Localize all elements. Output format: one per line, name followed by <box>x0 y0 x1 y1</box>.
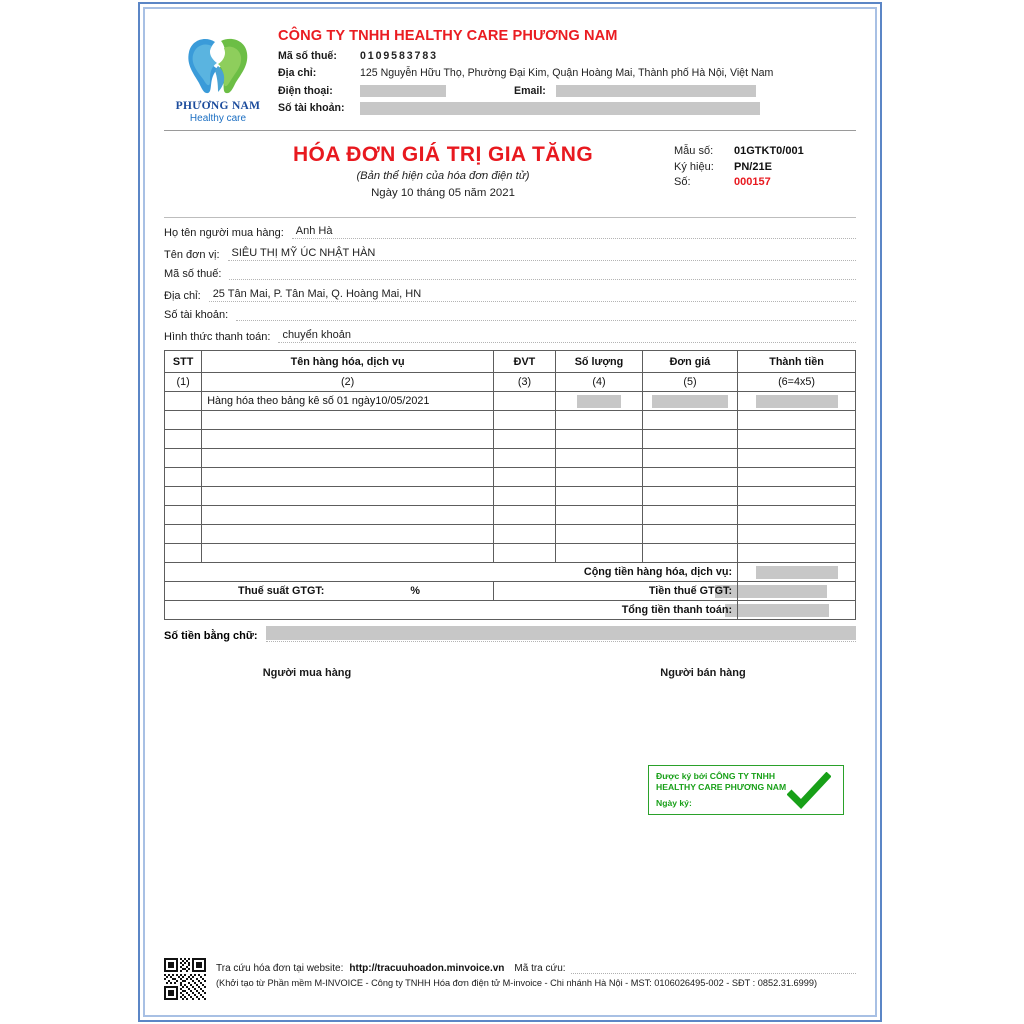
cell-price <box>642 487 737 506</box>
cell-price <box>642 544 737 563</box>
tn-qty: (4) <box>556 373 643 392</box>
cell-name <box>202 525 494 544</box>
footer-lookup-label: Tra cứu hóa đơn tại website: <box>216 963 344 974</box>
cell-amount <box>738 411 856 430</box>
buyer-name-value: Anh Hà <box>295 225 333 237</box>
cell-dvt <box>493 430 555 449</box>
cell-price <box>642 411 737 430</box>
item-amount-redacted <box>756 395 838 408</box>
date-prefix: Ngày <box>371 187 398 199</box>
items-table-body <box>165 392 856 620</box>
date-month-prefix: tháng <box>416 187 446 199</box>
cell-dvt <box>493 449 555 468</box>
buyer-row-tax <box>164 268 856 280</box>
cell-qty <box>556 430 643 449</box>
th-stt: STT <box>165 351 202 373</box>
buyer-row-payment <box>164 329 856 343</box>
amount-in-words-label: Số tiền bằng chữ: <box>164 630 258 642</box>
total-value <box>738 601 856 620</box>
total-row <box>165 601 856 620</box>
footer-note: (Khởi tạo từ Phần mềm M-INVOICE - Công ty TNHH Hóa đơn điện tử M-invoice - Chi nhánh Hà Nội - MST: 0106026495-002 - SĐT : 0852.31.6999) <box>216 978 818 988</box>
invoice-footer <box>164 958 856 1000</box>
footer-code-label: Mã tra cứu: <box>514 963 566 974</box>
invoice-serial-row <box>674 161 856 173</box>
item-name: Hàng hóa theo bảng kê số 01 ngày10/05/2021 <box>202 392 494 411</box>
invoice-title-area <box>164 131 856 203</box>
cell-dvt <box>493 468 555 487</box>
buyer-company-value: SIÊU THỊ MỸ ÚC NHẬT HÀN <box>231 246 376 259</box>
digital-signature-stamp <box>648 765 844 815</box>
total-redacted <box>725 604 829 617</box>
th-amount: Thành tiền <box>738 351 856 373</box>
buyer-row-address <box>164 288 856 302</box>
invoice-meta <box>674 143 856 199</box>
cell-qty <box>556 487 643 506</box>
invoice-form-row <box>674 145 856 157</box>
cell-stt <box>165 544 202 563</box>
logo-company-name: PHƯƠNG NAM <box>175 100 261 112</box>
invoice-title-block <box>164 143 674 199</box>
buyer-company-field[interactable] <box>228 247 856 261</box>
company-phone-row <box>278 84 856 97</box>
cell-amount <box>738 544 856 563</box>
table-row[interactable] <box>165 544 856 563</box>
buyer-company-label: Tên đơn vị: <box>164 248 220 261</box>
cell-amount <box>738 487 856 506</box>
subtotal-label: Cộng tiền hàng hóa, dịch vụ: <box>165 563 738 582</box>
th-qty: Số lượng <box>556 351 643 373</box>
item-amount <box>738 392 856 411</box>
taxrate-row <box>165 582 856 601</box>
cell-price <box>642 430 737 449</box>
tn-stt: (1) <box>165 373 202 392</box>
amount-in-words <box>164 626 856 642</box>
company-address-label: Địa chỉ: <box>278 67 317 79</box>
item-dvt <box>493 392 555 411</box>
cell-stt <box>165 430 202 449</box>
company-logo <box>164 22 272 124</box>
cell-qty <box>556 525 643 544</box>
company-tax-row <box>278 49 856 62</box>
company-bank-redacted <box>360 102 760 115</box>
company-email-label: Email: <box>514 84 546 97</box>
items-table <box>164 350 856 620</box>
cell-name <box>202 411 494 430</box>
cell-qty <box>556 411 643 430</box>
item-price <box>642 392 737 411</box>
table-row[interactable] <box>165 525 856 544</box>
buyer-row-company <box>164 247 856 261</box>
stamp-line-1: Được ký bởi CÔNG TY TNHH <box>656 771 776 781</box>
company-name: CÔNG TY TNHH HEALTHY CARE PHƯƠNG NAM <box>278 28 618 44</box>
buyer-payment-value: chuyển khoản <box>282 328 351 341</box>
table-row[interactable] <box>165 468 856 487</box>
date-year-prefix: năm <box>464 187 487 199</box>
signature-seller-label: Người bán hàng <box>660 667 746 679</box>
tax-value <box>738 582 856 601</box>
invoice-number-label: Số: <box>674 176 691 188</box>
cell-name <box>202 487 494 506</box>
cell-name <box>202 506 494 525</box>
item-qty <box>556 392 643 411</box>
th-price: Đơn giá <box>642 351 737 373</box>
cell-name <box>202 430 494 449</box>
buyer-payment-field[interactable] <box>278 329 856 343</box>
cell-price <box>642 525 737 544</box>
stamp-line-2: HEALTHY CARE PHƯƠNG NAM <box>656 782 787 792</box>
buyer-address-value: 25 Tân Mai, P. Tân Mai, Q. Hoàng Mai, HN <box>212 287 422 300</box>
buyer-payment-label: Hình thức thanh toán: <box>164 330 271 343</box>
tn-dvt: (3) <box>493 373 555 392</box>
cell-name <box>202 449 494 468</box>
subtotal-row <box>165 563 856 582</box>
cell-dvt <box>493 525 555 544</box>
logo-tagline: Healthy care <box>189 113 247 124</box>
cell-stt <box>165 506 202 525</box>
invoice-serial-label: Ký hiệu: <box>674 160 714 173</box>
company-tax-value: 0109583783 <box>360 49 438 62</box>
cell-qty <box>556 506 643 525</box>
buyer-address-field[interactable] <box>209 288 856 302</box>
invoice-serial-value: PN/21E <box>734 160 772 173</box>
qr-code-icon <box>164 958 206 1000</box>
invoice-subtitle: (Bản thể hiện của hóa đơn điện tử) <box>356 170 530 182</box>
item-qty-redacted <box>577 395 621 408</box>
date-month: 05 <box>448 187 462 199</box>
tax-label: Tiền thuế GTGT: <box>493 582 737 601</box>
table-row[interactable] <box>165 449 856 468</box>
cell-price <box>642 449 737 468</box>
subtotal-redacted <box>756 566 838 579</box>
company-address-row <box>278 67 856 80</box>
buyer-name-label: Họ tên người mua hàng: <box>164 227 284 239</box>
footer-lookup-url[interactable]: http://tracuuhoadon.minvoice.vn <box>349 963 505 974</box>
date-day: 10 <box>400 187 414 199</box>
company-phone-label: Điện thoại: <box>278 84 333 97</box>
checkmark-icon <box>787 772 831 810</box>
cell-amount <box>738 506 856 525</box>
buyer-address-label: Địa chỉ: <box>164 289 201 302</box>
signature-buyer-label: Người mua hàng <box>262 667 352 679</box>
tn-name: (2) <box>202 373 494 392</box>
taxrate-label: Thuế suất GTGT: <box>237 585 325 597</box>
company-bank-row <box>278 102 856 115</box>
footer-text <box>216 958 856 988</box>
cell-name <box>202 468 494 487</box>
cell-dvt <box>493 506 555 525</box>
cell-amount <box>738 468 856 487</box>
buyer-tax-label: Mã số thuế: <box>164 268 222 280</box>
item-stt <box>165 392 202 411</box>
company-bank-label: Số tài khoản: <box>278 102 345 114</box>
total-label: Tổng tiền thanh toán: <box>165 601 738 620</box>
buyer-bank-field[interactable] <box>236 319 856 321</box>
table-row[interactable] <box>165 506 856 525</box>
cell-stt <box>165 525 202 544</box>
company-tax-label: Mã số thuế: <box>278 49 337 62</box>
amount-in-words-redacted <box>266 626 856 640</box>
items-table-header-row <box>165 351 856 373</box>
cell-amount <box>738 430 856 449</box>
buyer-tax-field[interactable] <box>229 278 856 280</box>
buyer-name-field[interactable] <box>292 225 856 239</box>
cell-stt <box>165 487 202 506</box>
taxrate-unit: % <box>410 585 420 597</box>
invoice-title: HÓA ĐƠN GIÁ TRỊ GIA TĂNG <box>292 143 594 166</box>
footer-lookup-row <box>216 963 856 974</box>
cell-amount <box>738 525 856 544</box>
cell-dvt <box>493 487 555 506</box>
table-row[interactable] <box>165 487 856 506</box>
tn-amount: (6=4x5) <box>738 373 856 392</box>
table-row[interactable] <box>165 392 856 411</box>
invoice-date-line <box>212 187 674 199</box>
amount-in-words-field[interactable] <box>266 626 856 642</box>
table-row[interactable] <box>165 411 856 430</box>
tooth-leaf-logo-icon <box>182 36 254 98</box>
th-dvt: ĐVT <box>493 351 555 373</box>
cell-dvt <box>493 544 555 563</box>
items-table-number-row <box>165 373 856 392</box>
invoice-number-value: 000157 <box>734 176 771 188</box>
company-phone-redacted <box>360 85 446 97</box>
cell-qty <box>556 468 643 487</box>
cell-qty <box>556 544 643 563</box>
signature-area <box>164 667 856 679</box>
company-email-redacted <box>556 85 756 97</box>
company-details <box>272 22 856 119</box>
subtotal-value <box>738 563 856 582</box>
company-address-value: 125 Nguyễn Hữu Thọ, Phường Đại Kim, Quận Hoàng Mai, Thành phố Hà Nội, Việt Nam <box>360 67 774 79</box>
cell-price <box>642 506 737 525</box>
stamp-date-label: Ngày ký: <box>656 798 692 808</box>
buyer-bank-label: Số tài khoản: <box>164 309 229 321</box>
cell-stt <box>165 449 202 468</box>
footer-code-field[interactable] <box>571 963 856 974</box>
cell-price <box>642 468 737 487</box>
table-row[interactable] <box>165 430 856 449</box>
invoice-header <box>164 18 856 131</box>
cell-qty <box>556 449 643 468</box>
cell-dvt <box>493 411 555 430</box>
invoice-form-label: Mẫu số: <box>674 145 714 157</box>
buyer-section <box>164 217 856 343</box>
cell-amount <box>738 449 856 468</box>
invoice-form-value: 01GTKT0/001 <box>734 145 804 157</box>
taxrate-cell <box>165 582 494 601</box>
cell-stt <box>165 411 202 430</box>
cell-name <box>202 544 494 563</box>
invoice-sheet <box>148 12 872 1012</box>
cell-stt <box>165 468 202 487</box>
invoice-number-row <box>674 176 856 188</box>
tn-price: (5) <box>642 373 737 392</box>
th-name: Tên hàng hóa, dịch vụ <box>202 351 494 373</box>
buyer-row-name <box>164 225 856 239</box>
item-price-redacted <box>652 395 728 408</box>
buyer-row-bank <box>164 309 856 321</box>
date-year: 2021 <box>489 187 515 199</box>
